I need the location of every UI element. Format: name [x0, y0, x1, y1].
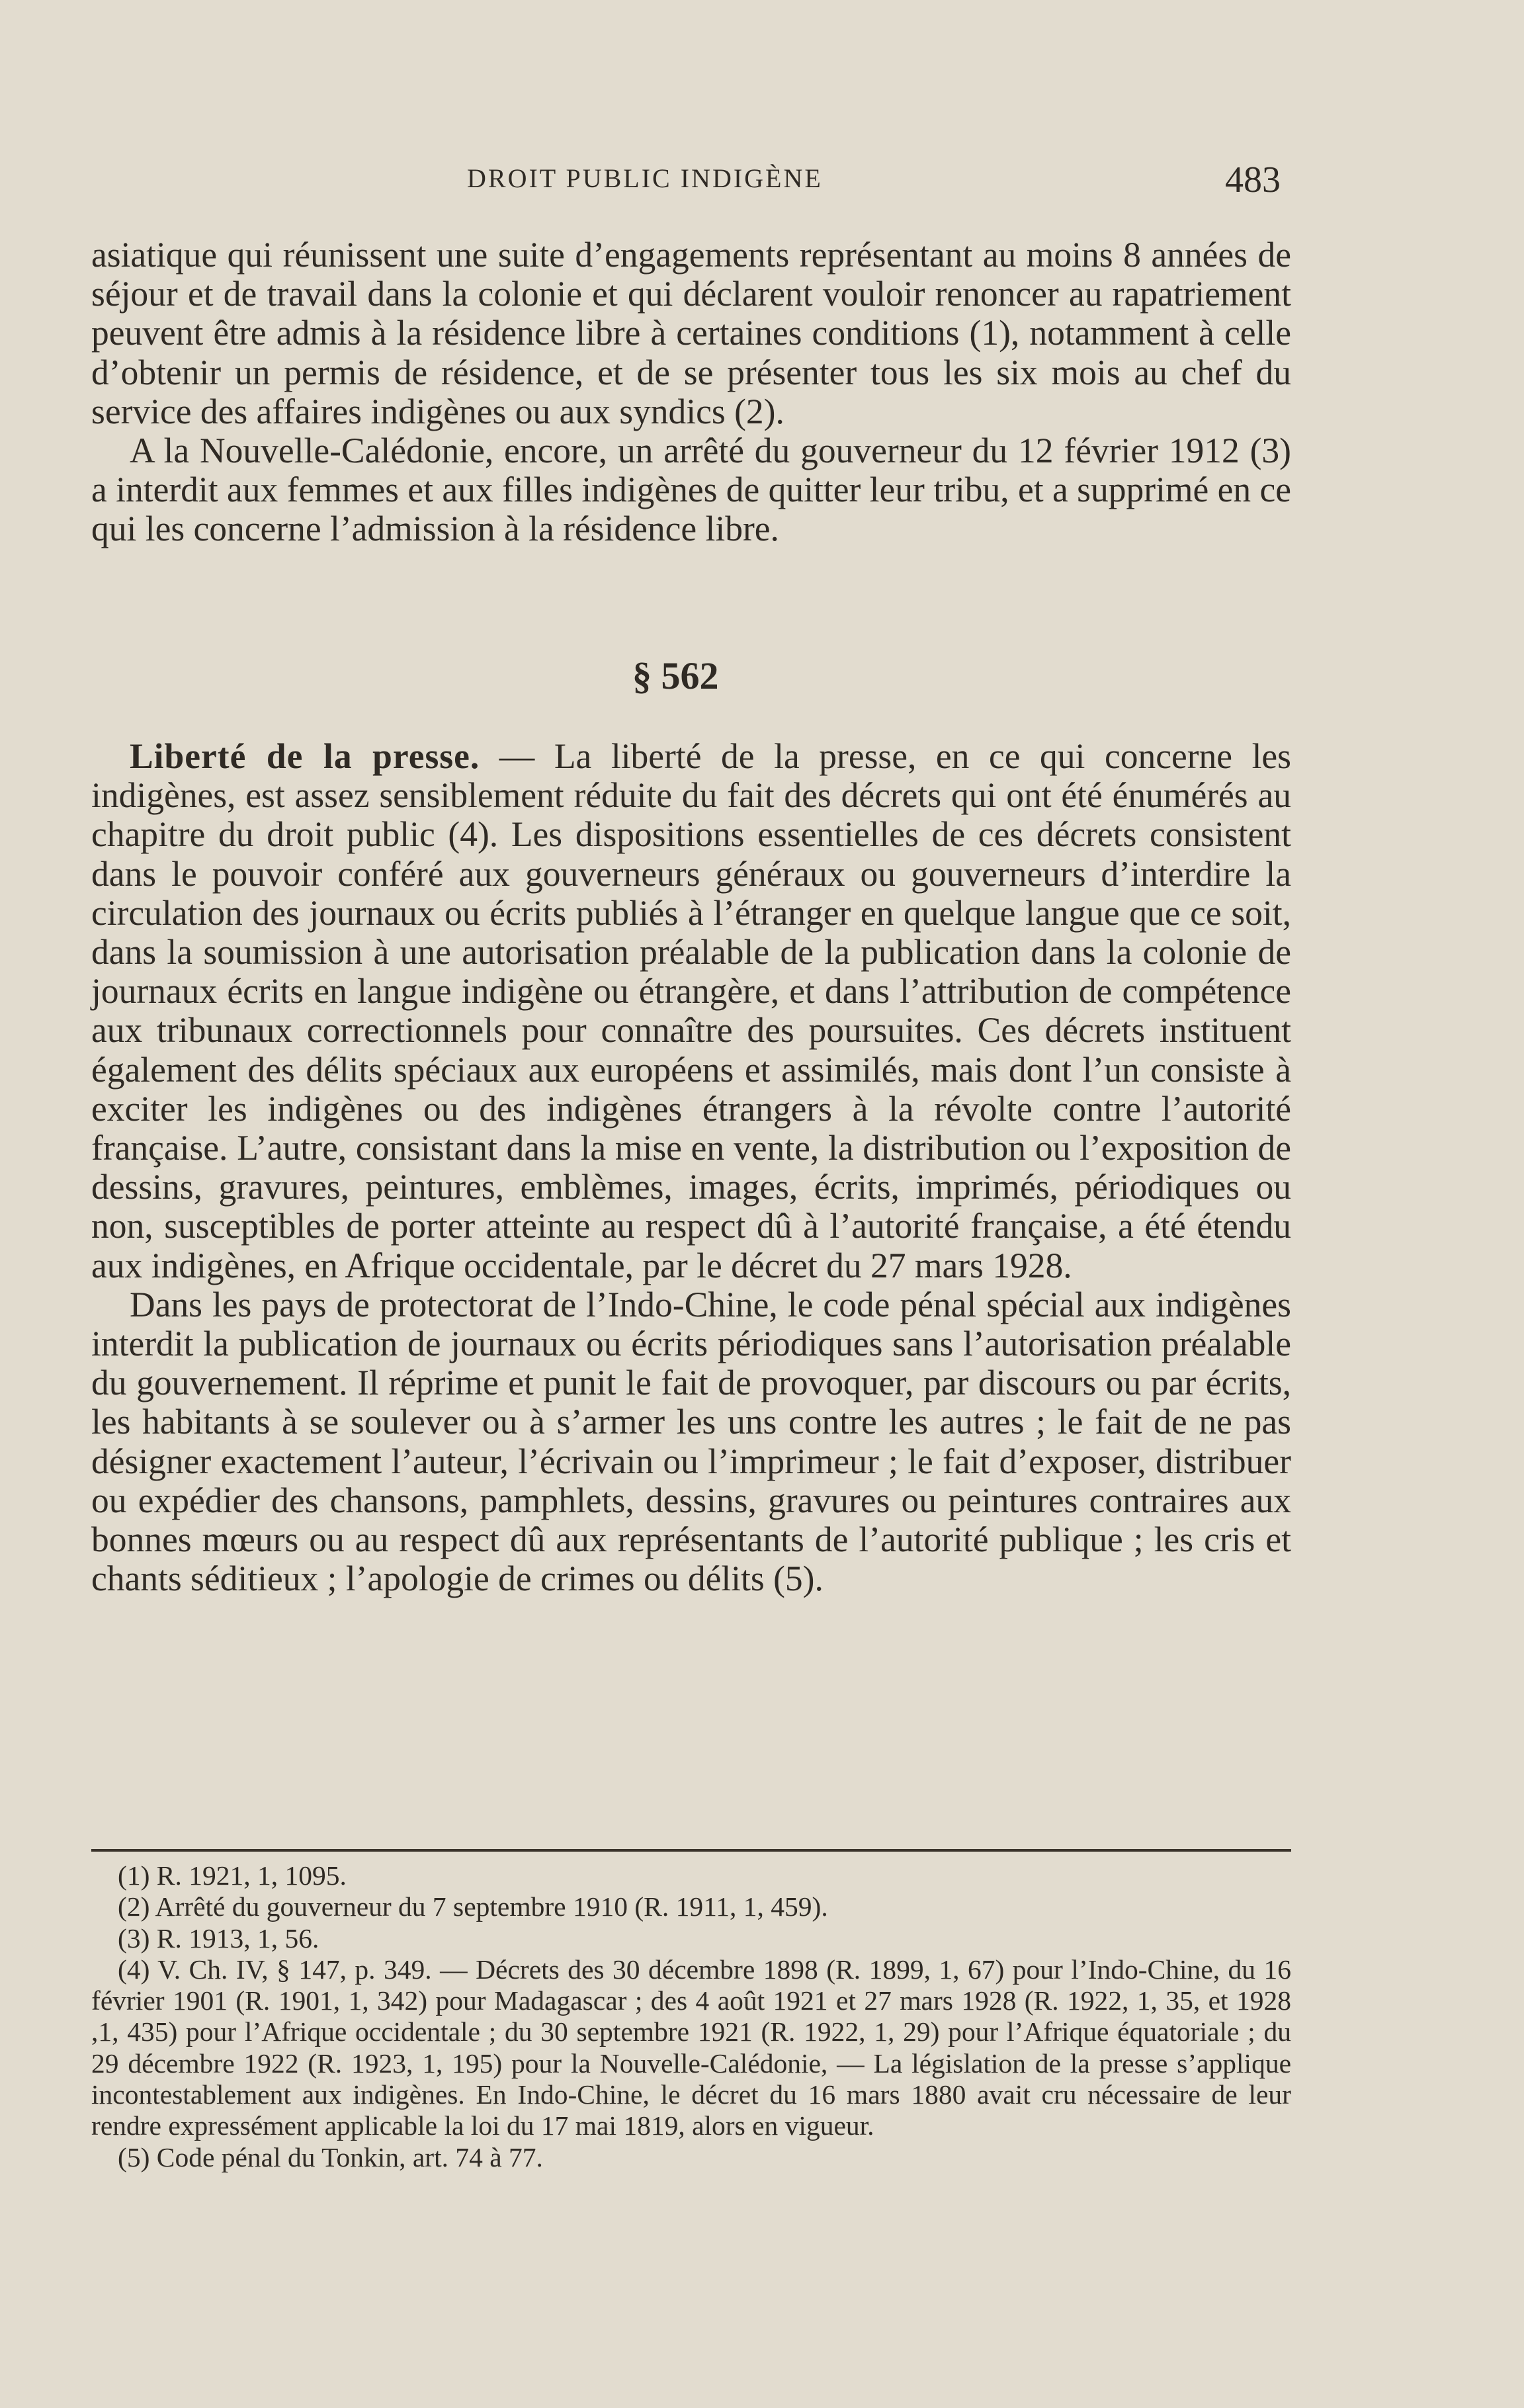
- paragraph-liberte-presse: [91, 737, 1291, 1285]
- body-text-top: [91, 236, 1291, 549]
- paragraph-residence: asiatique qui réunissent une suite d’engagements représentant au moins 8 années de séjour et de travail dans la colonie et qui déclarent vouloir renoncer au rapatriement peuvent être admis à la résidence libre à certaines conditions (1), notamment à celle d’obtenir un permis de résidence, et de se présenter tous les six mois au chef du service des affaires indigènes ou aux syndics (2).: [91, 235, 1291, 431]
- footnote-2: (2) Arrêté du gouverneur du 7 septembre 1910 (R. 1911, 1, 459).: [118, 1891, 828, 1922]
- page-number: 483: [1225, 159, 1281, 200]
- paragraph-nouvelle-caledonie: A la Nouvelle-Calédonie, encore, un arrêté du gouverneur du 12 février 1912 (3) a interdit aux femmes et aux filles indigènes de quitter leur tribu, et a supprimé en ce qui les concerne l’admission à la résidence libre.: [91, 431, 1291, 549]
- paragraph-liberte-presse-text: — La liberté de la presse, en ce qui concerne les indigènes, est assez sensiblement réduite du fait des décrets qui ont été énumérés au chapitre du droit public (4). Les dispositions essentielles de ces décrets consistent dans le pouvoir conféré aux gouverneurs généraux ou gouverneurs d’interdire la circulation des journaux ou écrits publiés à l’étranger en quelque langue que ce soit, dans la soumission à une autorisation préalable de la publication dans la colonie de journaux écrits en langue indigène ou étrangère, et dans l’attribution de compétence aux tribunaux correctionnels pour connaître des poursuites. Ces décrets instituent également des délits spéciaux aux européens et assimilés, mais dont l’un consiste à exciter les indigènes ou des indigènes étrangers à la révolte contre l’autorité française. L’autre, consistant dans la mise en vente, la distribution ou l’exposition de dessins, gravures, peintures, emblèmes, images, écrits, imprimés, périodiques ou non, susceptibles de porter atteinte au respect dû à l’autorité française, a été étendu aux indigènes, en Afrique occidentale, par le décret du 27 mars 1928.: [91, 736, 1292, 1285]
- footnote-3: (3) R. 1913, 1, 56.: [118, 1922, 319, 1954]
- paragraph-indochine: Dans les pays de protectorat de l’Indo-Chine, le code pénal spécial aux indigènes interdit la publication de journaux ou écrits périodiques sans l’autorisation préalable du gouvernement. Il réprime et punit le fait de provoquer, par discours ou par écrits, les habitants à se soulever ou à s’armer les uns contre les autres ; le fait de ne pas désigner exactement l’auteur, l’écrivain ou l’imprimeur ; le fait d’exposer, distribuer ou expédier des chansons, pamphlets, dessins, gravures ou peintures contraires aux bonnes mœurs ou au respect dû aux représentants de l’autorité publique ; les cris et chants séditieux ; l’apologie de crimes ou délits (5).: [91, 1284, 1291, 1599]
- footnote-4: (4) V. Ch. IV, § 147, p. 349. — Décrets des 30 décembre 1898 (R. 1899, 1, 67) pour l’Indo-Chine, du 16 février 1901 (R. 1901, 1, 342) pour Madagascar ; des 4 août 1921 et 27 mars 1928 (R. 1922, 1, 35, et 1928 ,1, 435) pour l’Afrique occidentale ; du 30 septembre 1921 (R. 1922, 1, 29) pour l’Afrique équatoriale ; du 29 décembre 1922 (R. 1923, 1, 195) pour la Nouvelle-Calédonie, — La législation de la presse s’applique incontestablement aux indigènes. En Indo-Chine, le décret du 16 mars 1880 avait cru nécessaire de leur rendre expressément applicable la loi du 17 mai 1819, alors en vigueur.: [91, 1954, 1291, 2141]
- section-title: Liberté de la presse.: [130, 736, 480, 776]
- footnote-divider: [91, 1849, 1291, 1852]
- footnotes: [91, 1860, 1291, 2173]
- section-heading: § 562: [632, 654, 719, 697]
- footnote-5: (5) Code pénal du Tonkin, art. 74 à 77.: [118, 2141, 543, 2172]
- running-header: DROIT PUBLIC INDIGÈNE: [467, 163, 823, 193]
- body-text-section: [91, 737, 1291, 1598]
- footnote-1: (1) R. 1921, 1, 1095.: [118, 1860, 347, 1891]
